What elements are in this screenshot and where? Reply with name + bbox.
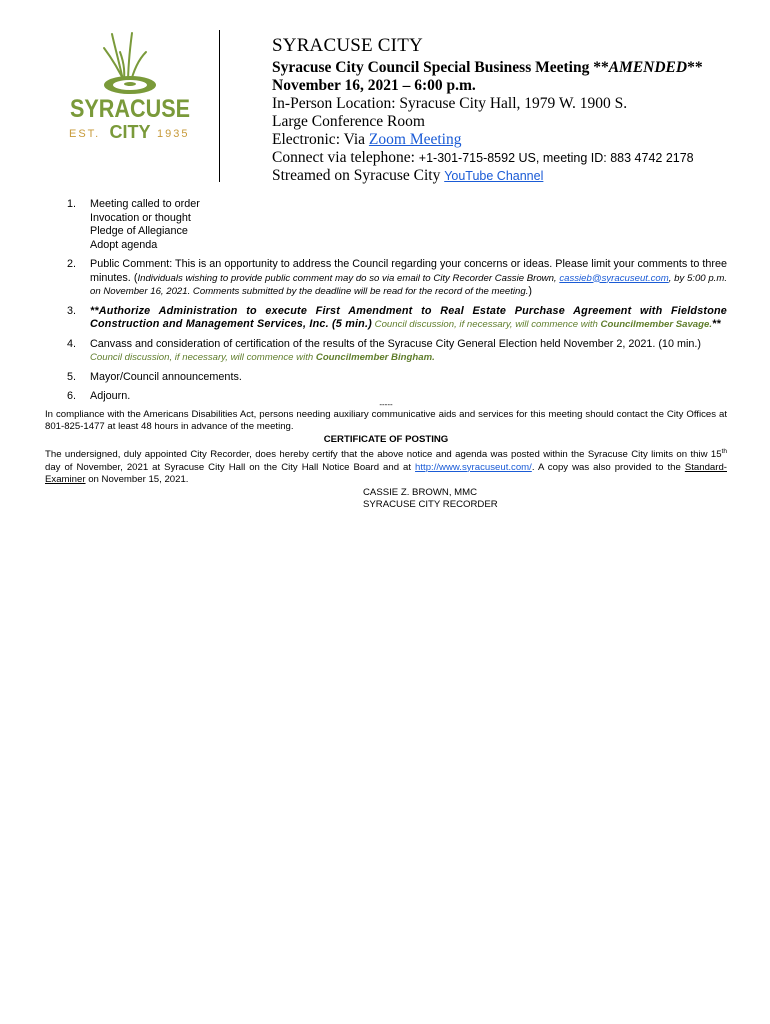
- signer-title: SYRACUSE CITY RECORDER: [363, 499, 498, 511]
- agenda-item-6: 6. Adjourn.: [67, 390, 131, 402]
- logo-year: 1935: [157, 128, 190, 140]
- city-website-link[interactable]: http://www.syracuseut.com/: [415, 461, 532, 473]
- meeting-datetime: November 16, 2021 – 6:00 p.m.: [272, 77, 476, 94]
- city-title: SYRACUSE CITY: [272, 35, 423, 56]
- agenda: [45, 198, 727, 512]
- logo-city: CITY: [109, 122, 151, 142]
- agenda-item-1: 1. Meeting called to order Invocation or thought Pledge of Allegiance Adopt agenda: [67, 198, 200, 251]
- meeting-title: Syracuse City Council Special Business Meeting **AMENDED**: [272, 59, 703, 76]
- agenda-item-2: 2. Public Comment: This is an opportunity to address the Council regarding your concerns or ideas. Please limit your comments to three minutes. (Individuals wishing to provide public comment may do so via email to City Recorder Cassie Brown, cassieb@syracuseut.com, by 5:00 p.m. on November 16, 2021. Comments submitted by the deadline will be read for the record of the meeting.): [67, 258, 728, 297]
- signer-name: CASSIE Z. BROWN, MMC: [363, 486, 478, 498]
- agenda-item-5: 5. Mayor/Council announcements.: [67, 370, 242, 383]
- telephone-line: Connect via telephone: +1-301-715-8592 US, meeting ID: 883 4742 2178: [272, 149, 694, 166]
- recorder-email-link[interactable]: cassieb@syracuseut.com: [559, 272, 669, 284]
- zoom-meeting-link[interactable]: Zoom Meeting: [368, 131, 462, 148]
- syracuse-city-logo: [60, 30, 200, 150]
- meeting-room: Large Conference Room: [272, 113, 425, 130]
- certificate-title: CERTIFICATE OF POSTING: [323, 433, 449, 445]
- youtube-channel-link[interactable]: YouTube Channel: [444, 169, 544, 183]
- ada-notice: In compliance with the Americans Disabilities Act, persons needing auxiliary communicative aids and services for this meeting should contact the City Offices at 801-825-1477 at least 48 hours in advance of the meeting.: [45, 408, 727, 432]
- electronic-line: Electronic: Via Zoom Meeting: [272, 131, 462, 148]
- meeting-location: In-Person Location: Syracuse City Hall, 1979 W. 1900 S.: [272, 95, 628, 112]
- logo-est: EST.: [69, 128, 101, 140]
- certificate-text: The undersigned, duly appointed City Recorder, does hereby certify that the above notice and agenda was posted within the Syracuse City limits on thiw 15th day of November, 2021 at Syracuse City Hall on the City Hall Notice Board and at http://www.syracuseut.com/. A copy was also provided to the Standard-Examiner on November 15, 2021.: [45, 448, 727, 486]
- meeting-header: [272, 34, 742, 185]
- agenda-item-4: 4. Canvass and consideration of certification of the results of the Syracuse City General Election held November 2, 2021. (10 min.) Council discussion, if necessary, will commence with Councilmember Bingham.: [67, 337, 701, 363]
- header-divider: [219, 30, 220, 182]
- logo-wordmark: SYRACUSE: [70, 95, 190, 123]
- agenda-item-3: 3. **Authorize Administration to execute First Amendment to Real Estate Purchase Agreement with Fieldstone Construction and Management Services, Inc. (5 min.) Council discussion, if necessary, will commence with Councilmember Savage.**: [67, 304, 727, 330]
- stream-line: Streamed on Syracuse City YouTube Channel: [272, 167, 544, 184]
- separator: -----: [379, 399, 393, 409]
